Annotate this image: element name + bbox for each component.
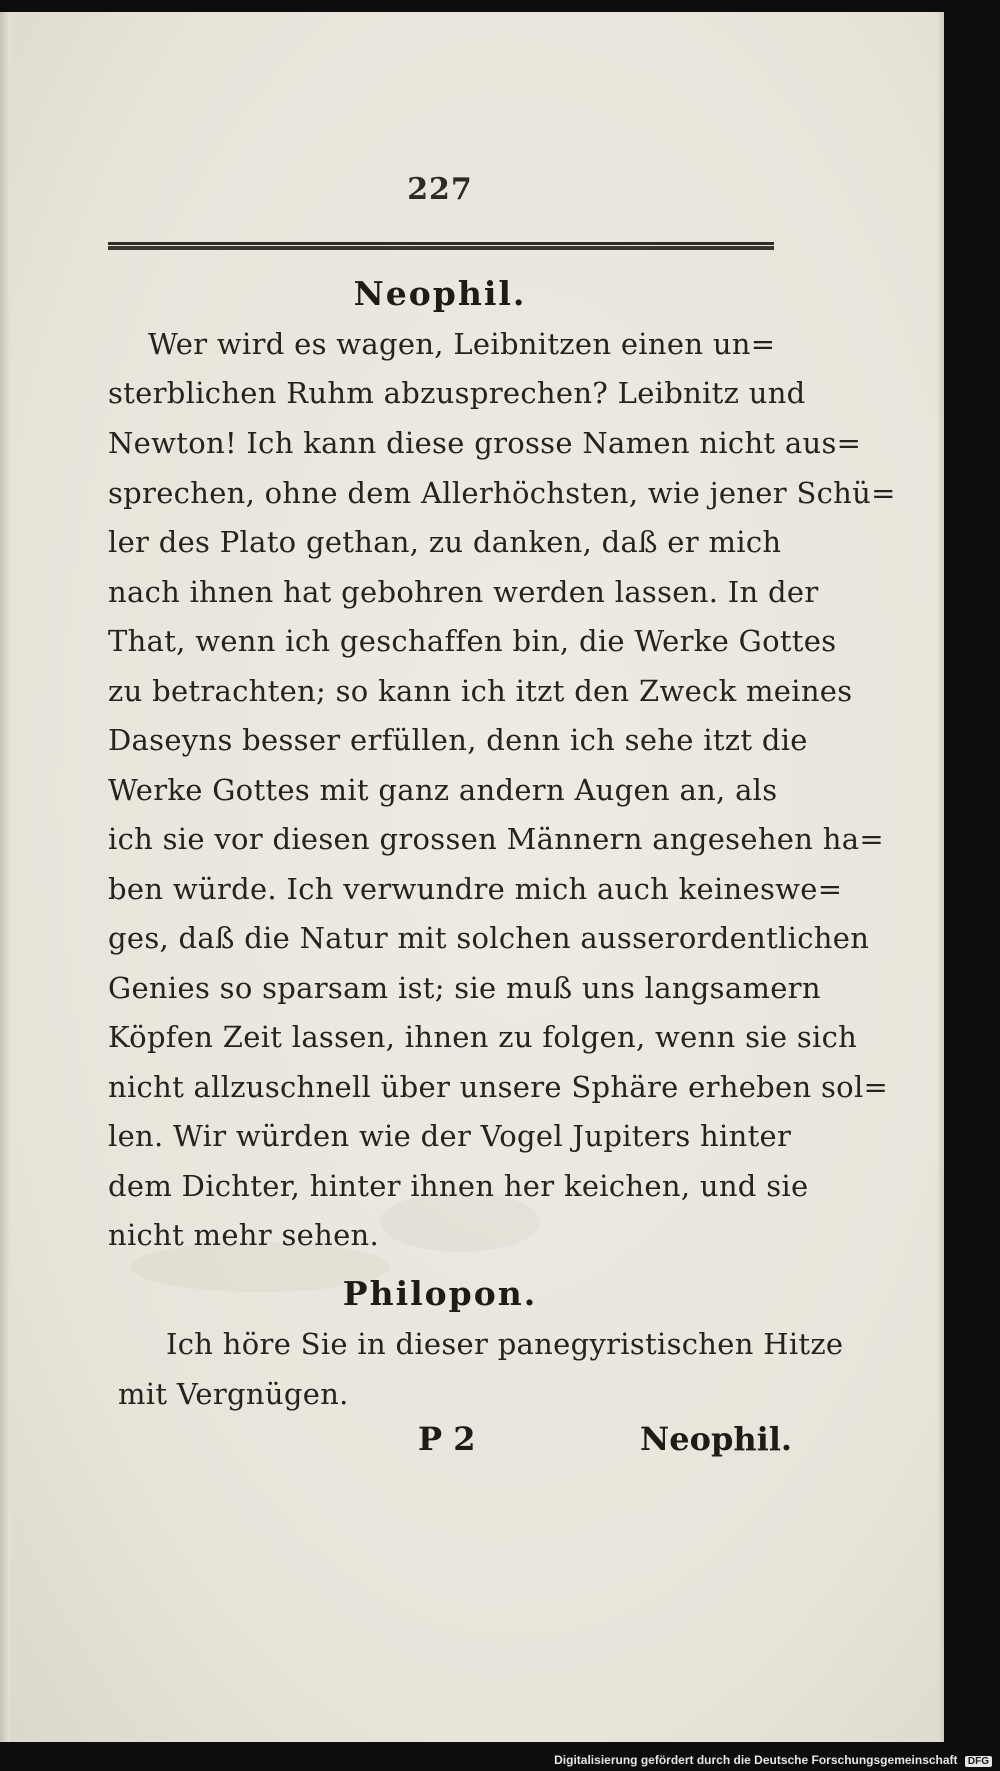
catchword: Neophil. [640, 1420, 793, 1458]
page-gutter [0, 12, 10, 1742]
text-line: Köpfen Zeit lassen, ihnen zu folgen, wenn sie sich [108, 1020, 858, 1054]
text-line: ben würde. Ich verwundre mich auch keineswe= [108, 872, 843, 906]
text-line: sprechen, ohne dem Allerhöchsten, wie jener Schü= [108, 476, 896, 510]
text-line: ges, daß die Natur mit solchen ausserordentlichen [108, 921, 870, 955]
text-line: That, wenn ich geschaffen bin, die Werke Gottes [108, 624, 837, 658]
signature-mark: P 2 [418, 1420, 476, 1458]
speaker-heading-neophil: Neophil. [353, 274, 527, 313]
header-rule [108, 242, 774, 250]
dfg-logo: DFG [965, 1756, 992, 1767]
funding-credit [554, 1753, 992, 1767]
text-line: ich sie vor diesen grossen Männern angesehen ha= [108, 822, 884, 856]
credit-text: Digitalisierung gefördert durch die Deutsche Forschungsgemeinschaft [554, 1753, 958, 1767]
page-edge [938, 12, 944, 1742]
book-page [0, 12, 944, 1742]
text-line: zu betrachten; so kann ich itzt den Zweck meines [108, 674, 853, 708]
text-line: Genies so sparsam ist; sie muß uns langsamern [108, 971, 821, 1005]
text-line: len. Wir würden wie der Vogel Jupiters hinter [108, 1119, 792, 1153]
text-line: nicht allzuschnell über unsere Sphäre erheben sol= [108, 1070, 889, 1104]
text-line: Ich höre Sie in dieser panegyristischen Hitze [166, 1327, 844, 1361]
text-line: sterblichen Ruhm abzusprechen? Leibnitz und [108, 376, 806, 410]
text-line: nicht mehr sehen. [108, 1218, 380, 1252]
text-line: Wer wird es wagen, Leibnitzen einen un= [148, 327, 776, 361]
text-line: Newton! Ich kann diese grosse Namen nicht aus= [108, 426, 862, 460]
text-line: ler des Plato gethan, zu danken, daß er mich [108, 525, 782, 559]
page-number: 227 [407, 172, 473, 207]
text-line: Werke Gottes mit ganz andern Augen an, als [108, 773, 778, 807]
text-line: dem Dichter, hinter ihnen her keichen, und sie [108, 1169, 809, 1203]
text-line: Daseyns besser erfüllen, denn ich sehe itzt die [108, 723, 808, 757]
text-line: nach ihnen hat gebohren werden lassen. In der [108, 575, 819, 609]
speaker-heading-philopon: Philopon. [342, 1274, 538, 1313]
text-line: mit Vergnügen. [118, 1377, 349, 1411]
